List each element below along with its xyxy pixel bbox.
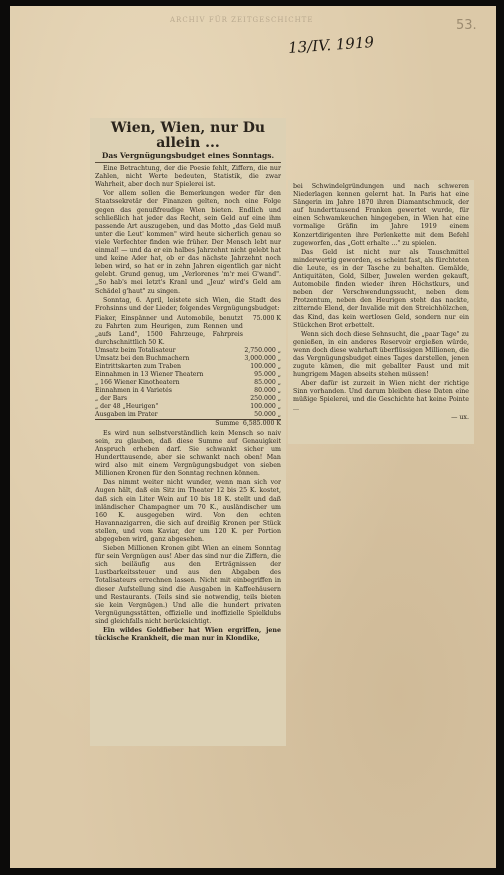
archive-stamp: ARCHIV FÜR ZEITGESCHICHTE xyxy=(170,16,314,24)
budget-table xyxy=(95,315,281,428)
body-paragraph: bei Schwindelgründungen und nach schweren Niederlagen kennen gelernt hat. In Paris hat eine Sängerin im Jahre 1870 ihren Diamantschmuck, der auf hunderttausend Franken gewertet wurde, für einen Schwamkeuchen hingegeben, in Wien hat eine vormalige Gräfin im Jahre 1919 einem Konzertdirigenten ihre Perlenkette mit dem Befehl zugeworfen, das „Gott erhalte ..." zu spielen. xyxy=(293,183,469,247)
budget-value: 100.000 „ xyxy=(250,362,281,370)
table-row xyxy=(95,363,281,371)
budget-value: 75.000 K xyxy=(252,314,281,322)
table-row xyxy=(95,315,281,347)
budget-label: „ 166 Wiener Kinotheatern xyxy=(95,378,180,386)
sum-value: 6,585.000 K xyxy=(242,419,281,427)
budget-value: 80.000 „ xyxy=(254,386,281,394)
budget-value: 2,750.000 „ xyxy=(244,346,281,354)
article-title: Wien, Wien, nur Du allein ... xyxy=(110,120,266,151)
body-paragraph: Sieben Millionen Kronen gibt Wien an einem Sonntag für sein Vergnügen aus! Aber das sind nur die Ziffern, die sich beiläufig aus den Erträgnissen der Lustbarkeitssteuer und aus den Abgaben des Totalisateurs errechnen lassen. Nicht mit einbegriffen in dieser Aufstellung sind die Ausgaben in Kaffeehäusern und Restaurants. (Teils sind sie notwendig, teils bieten sie kein Vergnügen.) Und alle die hundert privaten Vergnügungsstätten, offizielle und inoffizielle Spielklubs sind gleichfalls nicht berücksichtigt. xyxy=(95,545,281,625)
budget-value: 3,000.000 „ xyxy=(244,354,281,362)
budget-value: 50.000 „ xyxy=(254,410,281,418)
body-paragraph: Es wird nun selbstverständlich kein Mensch so naiv sein, zu glauben, daß diese Summe auf Genauigkeit Anspruch erheben darf. Sie schwankt sicher um Hunderttausende, aber sie schwankt nach oben! Man wird also mit einem Vergnügungsbudget von sieben Millionen Kronen für den Sonntag rechnen können. xyxy=(95,429,281,478)
table-row xyxy=(95,403,281,411)
body-paragraph: Aber dafür ist zurzeit in Wien nicht der richtige Sinn vorhanden. Und darum bleiben diese Daten eine müßige Spielerei, und die Geschichte hat keine Pointe ... xyxy=(293,380,469,412)
budget-label: Einnahmen in 4 Varietés xyxy=(95,386,172,394)
table-row xyxy=(95,379,281,387)
intro-paragraph: Sonntag, 6. April, leistete sich Wien, die Stadt des Frohsinns und der Lieder, folgendes Vergnügungsbudget: xyxy=(95,296,281,312)
body-paragraph: Ein wildes Goldfieber hat Wien ergriffen, jene tückische Krankheit, die man nur in Klondike, xyxy=(95,627,281,643)
divider xyxy=(95,162,281,163)
budget-label: Fiaker, Einspänner und Automobile, benutzt zu Fahrten zum Heurigen, zum Rennen und „aufs Land", 1500 Fahrzeuge, Fahrpreis durchschnittlich 50 K. xyxy=(95,314,243,346)
budget-sum-row xyxy=(95,419,281,428)
table-row xyxy=(95,411,281,420)
budget-label: Eintrittskarten zum Traben xyxy=(95,362,182,370)
budget-label: „ der Bars xyxy=(95,394,128,402)
table-row xyxy=(95,371,281,379)
budget-label: Umsatz beim Totalisateur xyxy=(95,346,176,354)
budget-label: Ausgaben im Prater xyxy=(95,410,158,418)
budget-value: 100.000 „ xyxy=(250,402,281,410)
table-row xyxy=(95,347,281,355)
budget-label: „ der 48 „Heurigen" xyxy=(95,402,159,410)
handwritten-date: 13/IV. 1919 xyxy=(287,33,375,57)
clipping-left-column xyxy=(90,118,286,746)
body-paragraph: Das nimmt weiter nicht wunder, wenn man sich vor Augen hält, daß ein Sitz im Theater 12 bis 25 K. kostet, daß sich ein Liter Wein auf 10 bis 18 K. stellt und daß inländischer Champagner um 70 K., ausländischer um 160 K. ausgegeben wird. Von den echten Havannazigarren, die sich auf dreißig Kronen per Stück stellen, und vom Kaviar, der um 120 K. per Portion abgegeben wird, ganz abgesehen. xyxy=(95,479,281,543)
clipping-right-column xyxy=(288,180,474,444)
table-row xyxy=(95,387,281,395)
article-subtitle: Das Vergnügungsbudget eines Sonntags. xyxy=(101,151,275,160)
budget-value: 95.000 „ xyxy=(254,370,281,378)
intro-paragraph: Vor allem sollen die Bemerkungen weder für den Staatssekretär der Finanzen gelten, noch eine Folge gegen das genußfreudige Wien bieten. Endlich und schließlich hat jeder das Recht, sein Geld auf eine ihm passende Art auszugeben, und das Motto „das Geld muß unter die Leut' kommen" wird heute sicherlich genau so viele Verfechter finden wie früher. Der Mensch lebt nur einmal! — und da er ein halbes Jahrzehnt nicht gelebt hat und keine Ader hat, ob er das nächste Jahrzehnt noch leben wird, so hat er in zehn Jahren eigentlich gar nicht gelebt. Grund genug, um „Verlorenes 'm'r mei G'wand". „So hab's mei letzt's Kranl und „Jeuz' wird's Geld am Schädel g'haut" zu singen. xyxy=(95,190,281,295)
table-row xyxy=(95,395,281,403)
budget-value: 250.000 „ xyxy=(250,394,281,402)
budget-label: Einnahmen in 13 Wiener Theatern xyxy=(95,370,204,378)
page-number: 53. xyxy=(456,18,477,33)
author-signature: — ux. xyxy=(451,413,469,421)
budget-label: Umsatz bei den Buchmachern xyxy=(95,354,190,362)
budget-value: 85.000 „ xyxy=(254,378,281,386)
table-row xyxy=(95,355,281,363)
sum-label: Summe xyxy=(95,419,243,428)
body-paragraph: Das Geld ist nicht nur als Tauschmittel minderwertig geworden, es scheint fast, als fürchteten die Leute, es in der Tasche zu behalten. Gemälde, Antiquitäten, Gold, Silber, Juwelen werden gekauft, Automobile finden wieder ihren Höchstkurs, und neben der Verschwendungssucht, neben dem Protzentum, neben den Heurigen steht das nackte, zitternde Elend, der Invalide mit den Streichhölzchen, das Kind, das kein wertlosen Geld, sondern nur ein Stückchen Brot erbettelt. xyxy=(293,248,469,329)
body-paragraph: Wenn sich doch diese Sehnsucht, die „paar Tage" zu genießen, in ein anderes Reservoir ergießen würde, wenn doch diese wahrhaft überflüssigen Millionen, die das Vergnügungsbudget eines Tages darstellen, jenen zugute kämen, die mit geballter Faust und mit hungrigem Magen abseits stehen müssen! xyxy=(293,330,469,379)
intro-paragraph: Eine Betrachtung, der die Poesie fehlt, Ziffern, die nur Zahlen, nicht Werte bedeuten, Statistik, die zwar Wahrheit, aber doch nur Spielerei ist. xyxy=(95,165,281,189)
